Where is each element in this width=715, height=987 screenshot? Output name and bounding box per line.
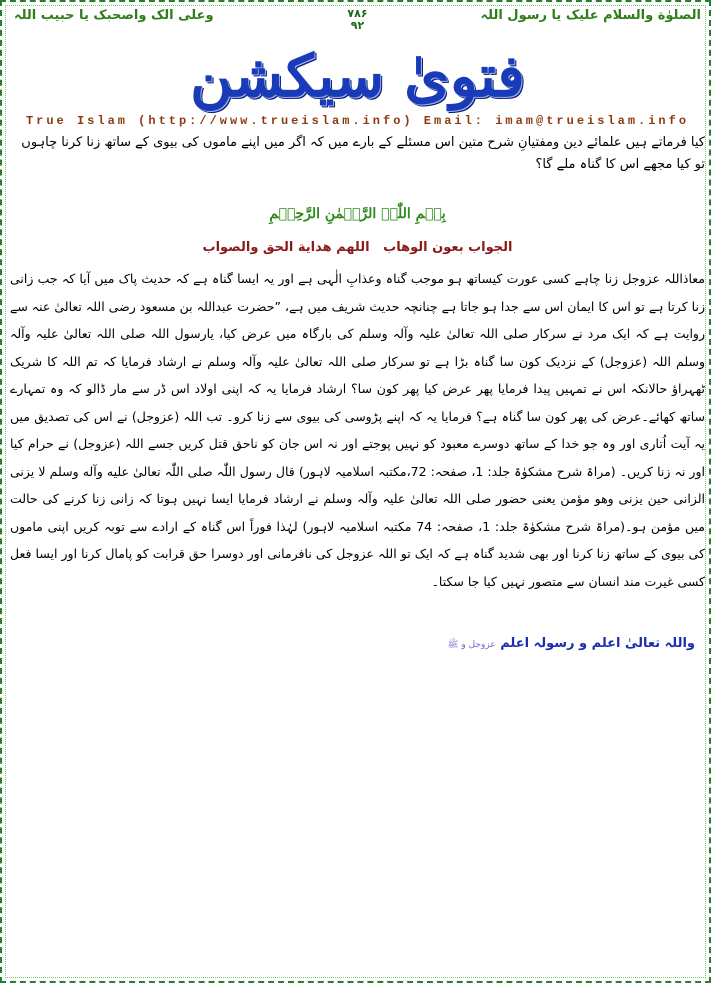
page-title: فتویٰ سیکشن (190, 42, 525, 110)
bismillah: بِسۡمِ اللّٰہِ الرَّحۡمٰنِ الرَّحِیۡمِ (269, 206, 446, 222)
header-salutation-left: وعلی الک واصحبک یا حبیب اللہ (14, 8, 214, 23)
answer-body: معاذاللہ عزوجل زنا چاہے کسی عورت کیساتھ ہو موجب گناہ وعذابِ الٰہی ہے اور یہ ایسا گناہ ہے کہ حدیث پاک میں آیا کہ جب زانی زنا کرتا ہے تو اس کا ایمان اس سے جدا ہو جاتا ہے چنانچہ حدیث شریف میں ہے، ”حضرت عبداللہ بن مسعود رضی اللہ تعالیٰ عنہ سے روایت ہے کہ ایک مرد نے سرکار صلی اللہ تعالیٰ علیہ وآلہ وسلم کی بارگاہ میں عرض کیا، یارسول اللہ صلی اللہ تعالیٰ علیہ وآلہ وسلم اللہ (عزوجل) کے نزدیک کون سا گناہ بڑا ہے تو سرکار صلی اللہ تعالیٰ علیہ وآلہ وسلم نے ارشاد فرمایا کہ تم اللہ کا شریک ٹھہراؤ حالانکہ اس نے تمہیں پیدا فرمایا پھر عرض کیا پھر کون سا؟ ارشاد فرمایا یہ کہ اپنی اولاد اس ڈر سے مار ڈالو کہ وہ تمہارے ساتھ کھائے۔عرض کی پھر کون سا گناہ ہے؟ فرمایا یہ کہ اپنے پڑوسی کی بیوی سے زنا کرو۔ تب اللہ (عزوجل) نے اس کی تصدیق میں یہ آیت اُتاری اور وہ جو خدا کے ساتھ دوسرے معبود کو نہیں پوجتے اور نہ اس جان کو ناحق قتل کریں جسے اللہ (عزوجل) نے حرام کیا اور نہ زنا کریں۔ (مراۃ شرح مشکوٰۃ جلد: 1، صفحہ: 72،مکتبہ اسلامیہ لاہور) قال رسول اللّٰہ صلی اللّٰہ تعالیٰ علیه وآله وسلم لا یزنی الزانی حین یزنی وهو مؤمن یعنی حضور صلی اللہ تعالیٰ علیہ وآلہ وسلم نے ارشاد فرمایا ایسا نہیں ہوتا کہ زانی زنا کرنے کی حالت میں مؤمن ہو۔(مراۃ شرح مشکوٰۃ جلد: 1، صفحہ: 74 مکتبہ اسلامیہ لاہور) لہٰذا فوراً اس گناہ کے ارادے سے توبہ کریں اپنی ماموں کی بیوی کے ساتھ زنا کرنا اور بھی شدید گناہ ہے کہ ایک تو اللہ عزوجل کی نافرمانی اور دوسرا حق قرابت کو پامال کرنا اور ایسا فعل کسی غیرت مند انسان سے متصور نہیں کیا جا سکتا۔ (10, 271, 706, 589)
question-text: کیا فرماتے ہیں علمائے دین ومفتیانِ شرح متین اس مسئلے کے بارے میں کہ اگر میں اپنے ماموں کی بیوی کے ساتھ زنا کرنا چاہوں تو کیا مجھے اس کا گناہ ملے گا؟ (21, 135, 705, 172)
answer-heading: الجواب بعون الوهاب اللهم هداية الحق والصواب (202, 240, 513, 255)
closing-honorific: عزوجل و ﷺ (447, 640, 496, 650)
header-salutation-right: الصلوٰة والسلام علیک یا رسول اللہ (480, 8, 701, 23)
closing-line (444, 636, 695, 652)
header-center-line1: ۷۸۶ (347, 7, 368, 20)
site-info-line: True Islam (http://www.trueislam.info) Email: imam@trueislam.info (25, 114, 690, 128)
closing-text: واللہ تعالیٰ اعلم و رسولہ اعلم (500, 636, 695, 651)
header-center-line2: ۹۲ (350, 19, 365, 32)
